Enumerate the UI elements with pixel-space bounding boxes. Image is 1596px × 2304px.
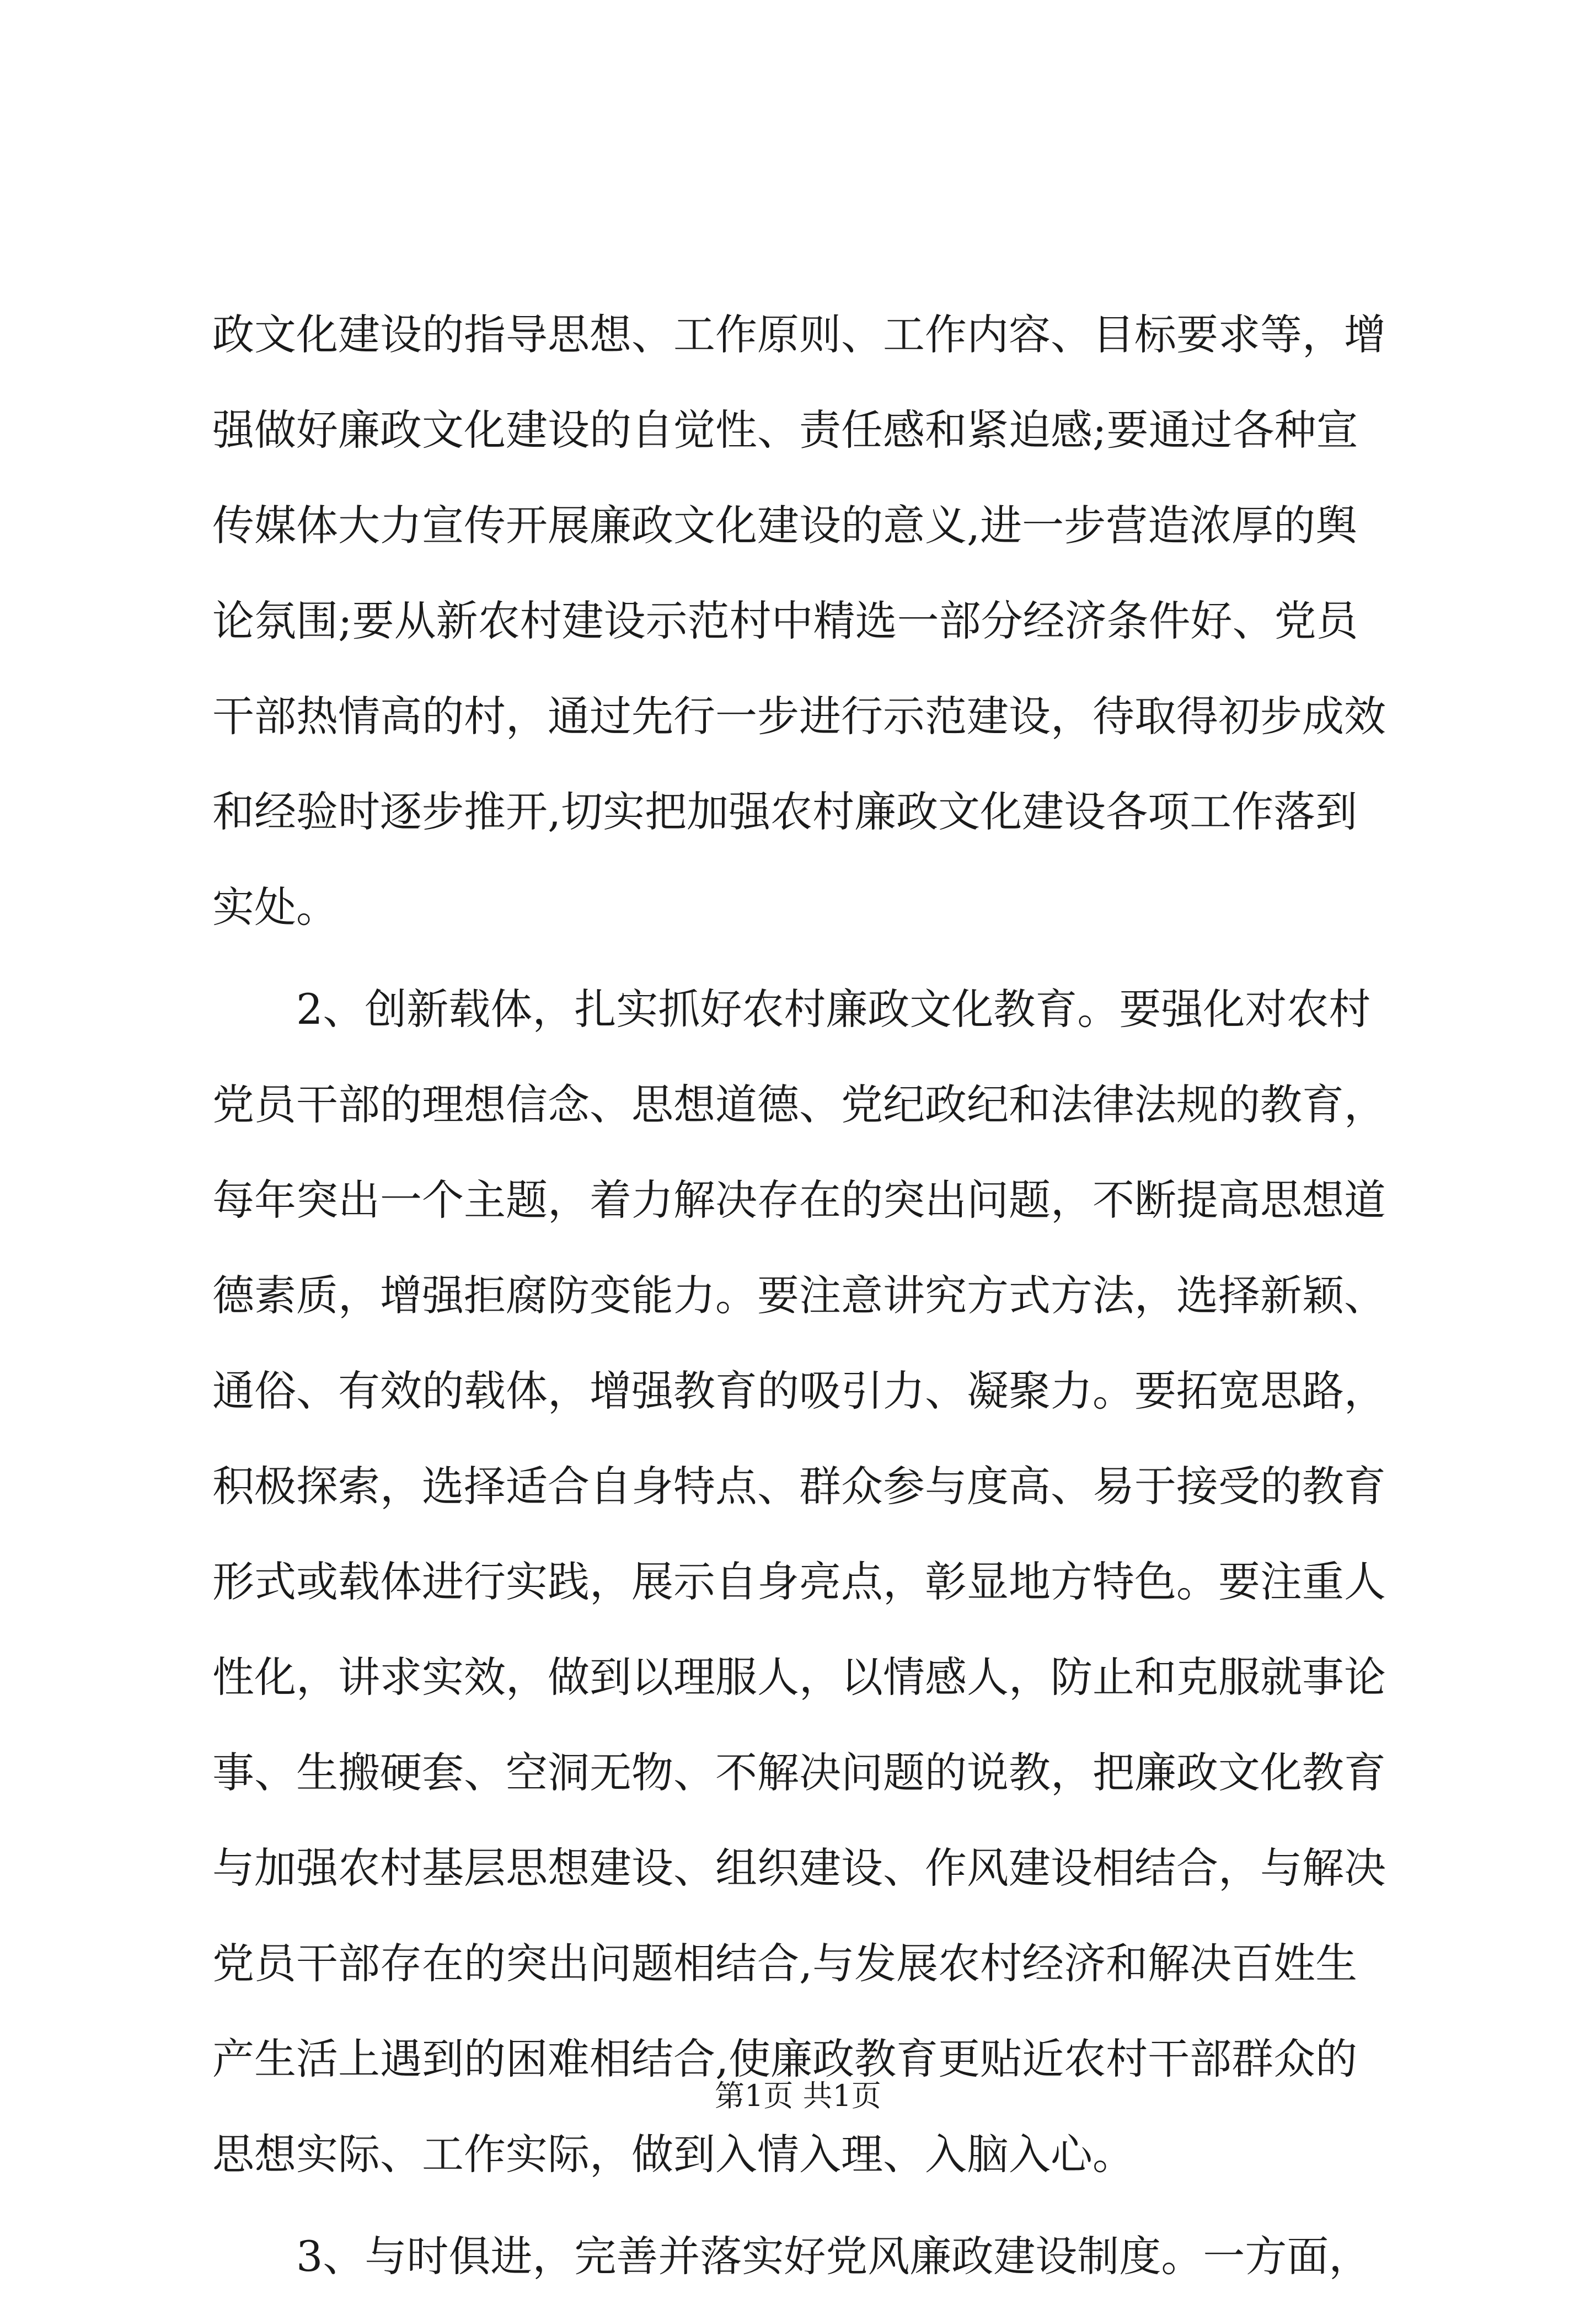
document-body <box>212 287 1404 2304</box>
text-line: 事、生搬硬套、空洞无物、不解决问题的说教，把廉政文化教育 <box>212 1748 1386 1797</box>
text-line: 每年突出一个主题，着力解决存在的突出问题，不断提高思想道 <box>212 1175 1386 1225</box>
text-line: 论氛围;要从新农村建设示范村中精选一部分经济条件好、党员 <box>212 596 1358 645</box>
text-line: 政文化建设的指导思想、工作原则、工作内容、目标要求等，增 <box>212 310 1386 359</box>
text-line: 党员干部的理想信念、思想道德、党纪政纪和法律法规的教育， <box>212 1080 1386 1129</box>
text-line: 党员干部存在的突出问题相结合,与发展农村经济和解决百姓生 <box>212 1939 1358 1988</box>
text-line: 积极探索，选择适合自身特点、群众参与度高、易于接受的教育 <box>212 1462 1386 1511</box>
text-line: 性化，讲求实效，做到以理服人，以情感人，防止和克服就事论 <box>212 1653 1386 1702</box>
text-line: 传媒体大力宣传开展廉政文化建设的意义,进一步营造浓厚的舆 <box>212 501 1358 550</box>
text-line: 形式或载体进行实践，展示自身亮点，彰显地方特色。要注重人 <box>212 1557 1386 1606</box>
text-line: 思想实际、工作实际，做到入情入理、入脑入心。 <box>212 2130 1134 2179</box>
text-line: 通俗、有效的载体，增强教育的吸引力、凝聚力。要拓宽思路， <box>212 1366 1386 1415</box>
text-line: 产生活上遇到的困难相结合,使廉政教育更贴近农村干部群众的 <box>212 2034 1358 2083</box>
paragraph-3-first-line: 3、与时俱进，完善并落实好党风廉政建设制度。一方面， <box>296 2232 1371 2281</box>
paragraph-2-first-line: 2、创新载体，扎实抓好农村廉政文化教育。要强化对农村 <box>296 985 1371 1034</box>
text-line: 干部热情高的村，通过先行一步进行示范建设，待取得初步成效 <box>212 692 1386 741</box>
text-line: 和经验时逐步推开,切实把加强农村廉政文化建设各项工作落到 <box>212 787 1358 836</box>
text-line: 德素质，增强拒腐防变能力。要注意讲究方式方法，选择新颖、 <box>212 1271 1386 1320</box>
text-line: 实处。 <box>212 883 338 932</box>
page-number-footer: 第1页 共1页 <box>715 2078 881 2113</box>
text-line: 与加强农村基层思想建设、组织建设、作风建设相结合，与解决 <box>212 1843 1386 1893</box>
text-line: 强做好廉政文化建设的自觉性、责任感和紧迫感;要通过各种宣 <box>212 405 1358 455</box>
